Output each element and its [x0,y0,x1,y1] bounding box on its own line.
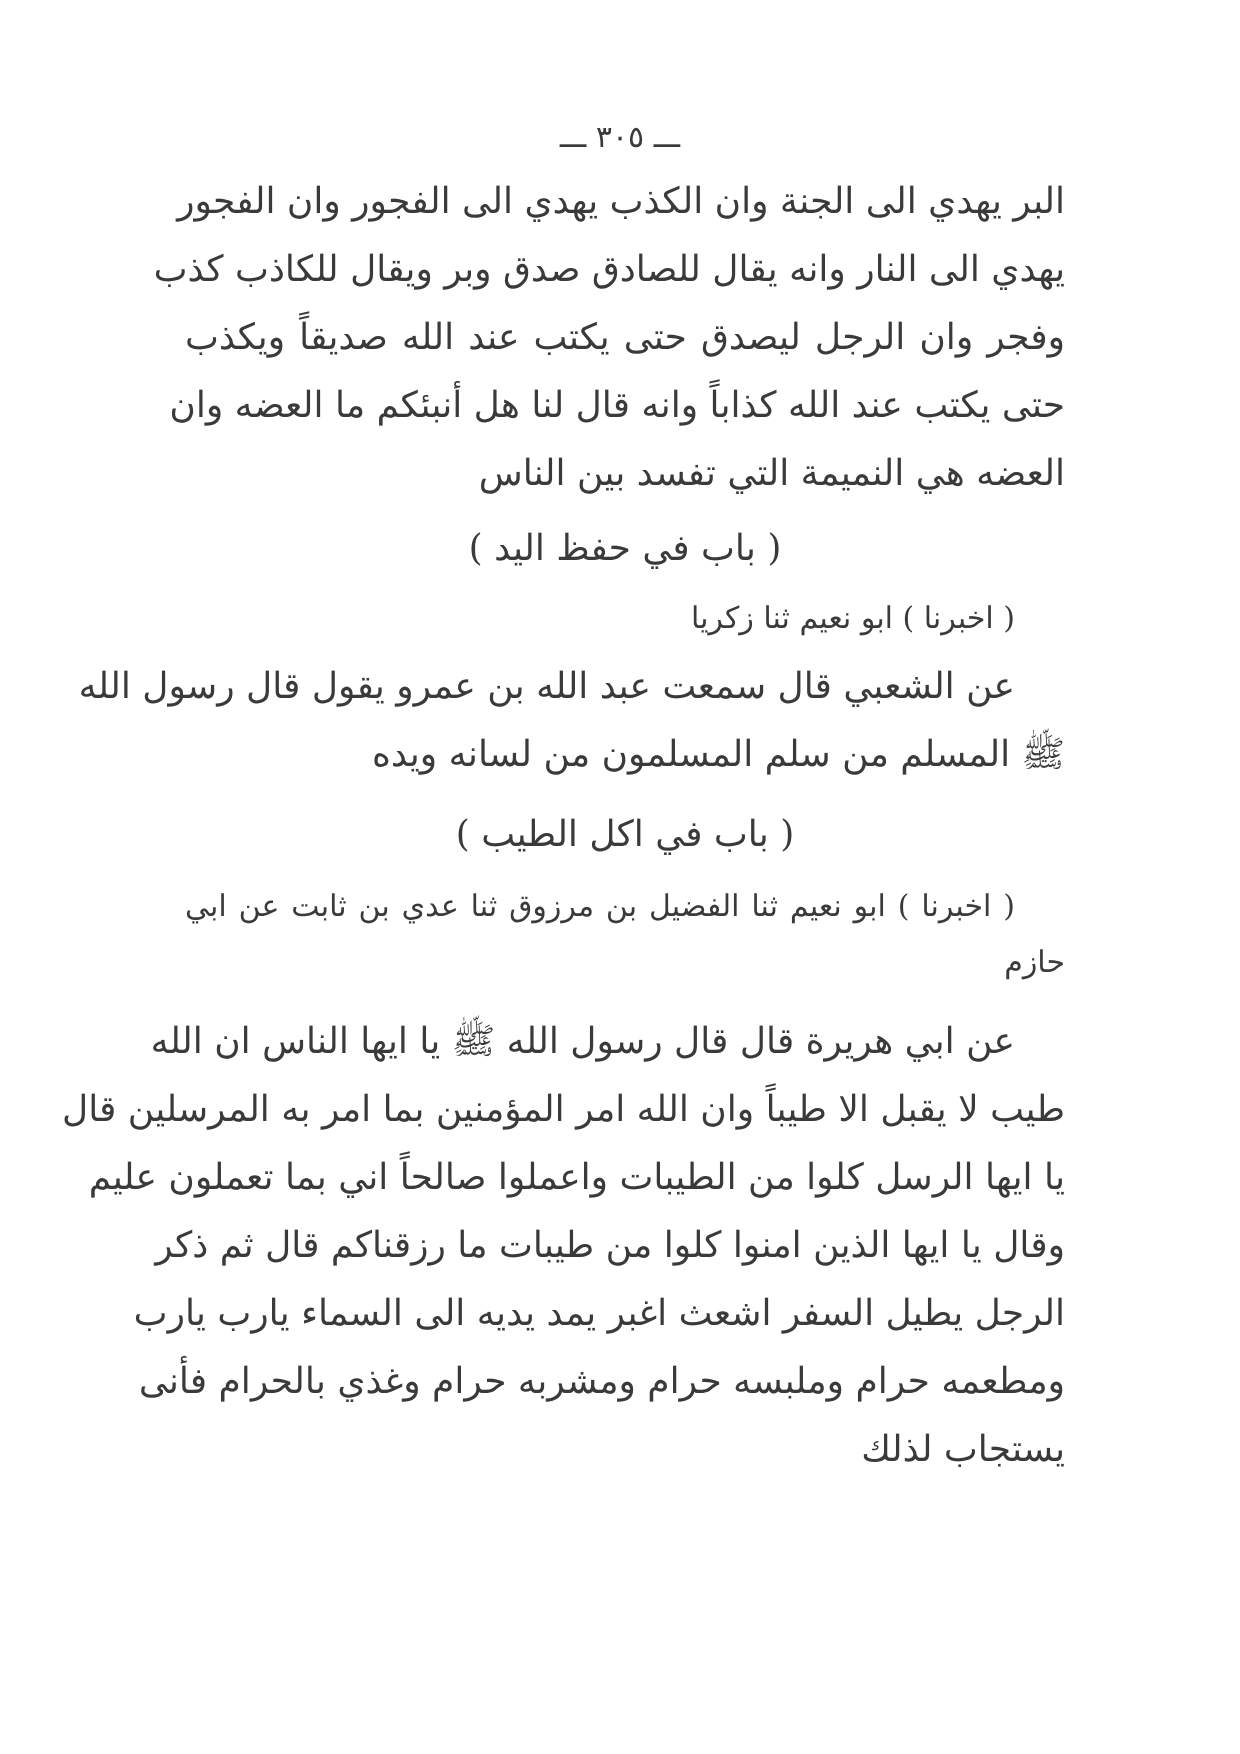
page-number: ـــ ٣٠٥ ـــ [559,120,681,155]
hadith-line: ﷺ المسلم من سلم المسلمون من لسانه ويده [372,734,1065,775]
hadith-line: ومطعمه حرام وملبسه حرام ومشربه حرام وغذي بالحرام فأنى [138,1361,1065,1402]
chapter-heading: ( باب في اكل الطيب ) [455,814,795,855]
hadith-line: طيب لا يقبل الا طيباً وان الله امر المؤمنين بما امر به المرسلين قال [62,1089,1065,1130]
text-line: حتى يكتب عند الله كذاباً وانه قال لنا هل أنبئكم ما العضه وان [169,385,1065,426]
text-line: البر يهدي الى الجنة وان الكذب يهدي الى الفجور وان الفجور [177,181,1065,222]
isnad-line: حازم [1004,945,1065,980]
text-line: يهدي الى النار وانه يقال للصادق صدق وبر ويقال للكاذب كذب [153,249,1065,290]
isnad-line: ( اخبرنا ) ابو نعيم ثنا الفضيل بن مرزوق ثنا عدي بن ثابت عن ابي [185,889,1015,924]
text-line: وفجر وان الرجل ليصدق حتى يكتب عند الله صديقاً ويكذب [185,317,1065,358]
hadith-line: الرجل يطيل السفر اشعث اغبر يمد يديه الى السماء يارب يارب [133,1293,1065,1334]
hadith-line: يستجاب لذلك [861,1429,1065,1470]
chapter-heading: ( باب في حفظ اليد ) [468,528,782,569]
hadith-line: عن الشعبي قال سمعت عبد الله بن عمرو يقول قال رسول الله [78,666,1015,707]
text-line: العضه هي النميمة التي تفسد بين الناس [478,453,1065,494]
hadith-line: وقال يا ايها الذين امنوا كلوا من طيبات ما رزقناكم قال ثم ذكر [155,1225,1065,1266]
isnad-line: ( اخبرنا ) ابو نعيم ثنا زكريا [691,601,1015,636]
hadith-line: يا ايها الرسل كلوا من الطيبات واعملوا صالحاً اني بما تعملون عليم [88,1157,1065,1198]
hadith-line: عن ابي هريرة قال قال رسول الله ﷺ يا ايها الناس ان الله [150,1021,1015,1062]
